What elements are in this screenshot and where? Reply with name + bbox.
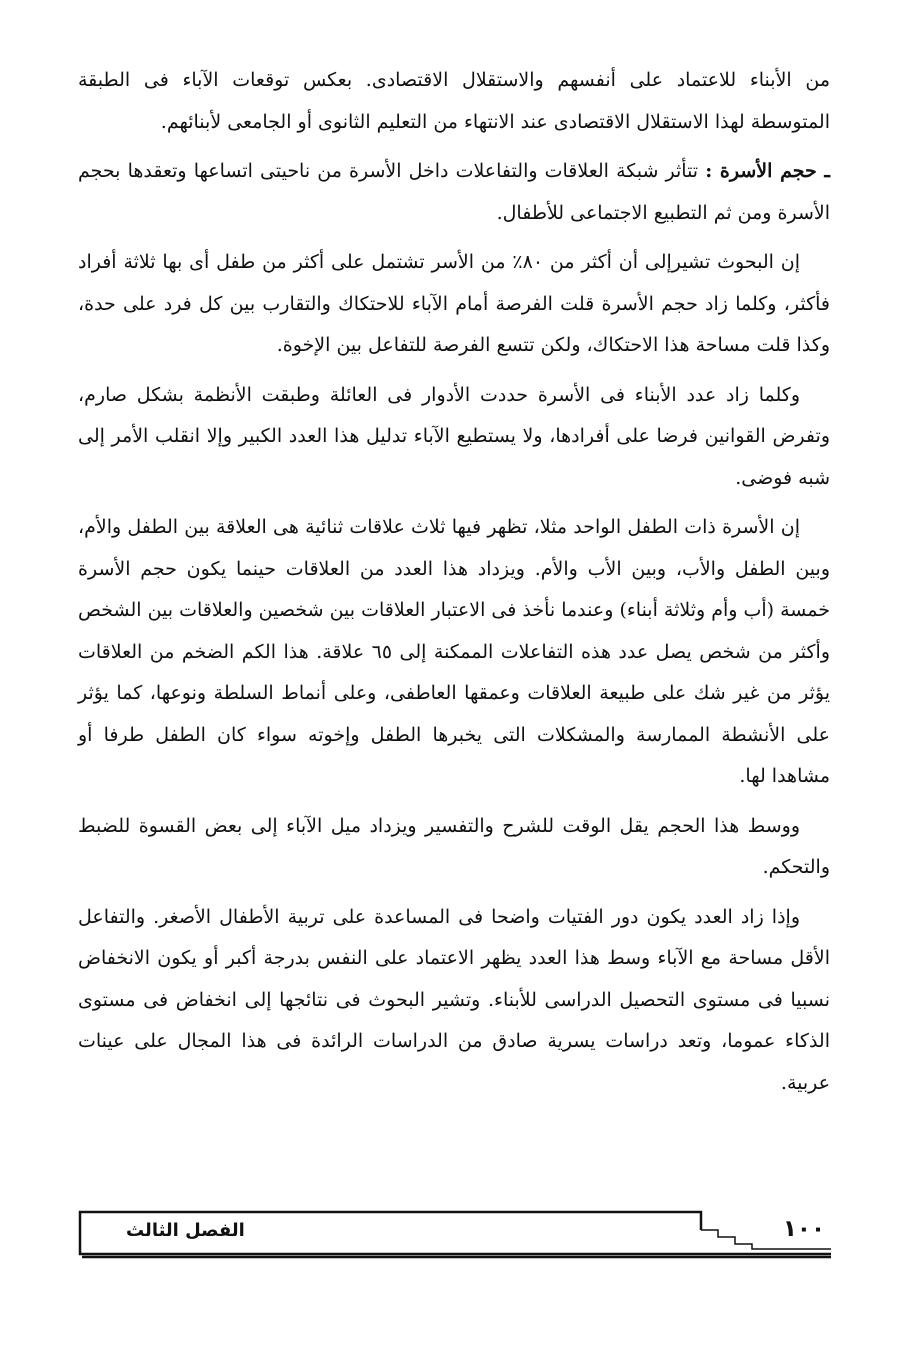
chapter-label: الفصل الثالث [126,1220,245,1241]
page-body [78,60,830,1112]
paragraph-text: إن الأسرة ذات الطفل الواحد مثلا، تظهر فيها ثلاث علاقات ثنائية هى العلاقة بين الطفل والأم، وبين الطفل والأب، وبين الأب والأم. ويزداد هذا العدد من العلاقات حينما يكون حجم الأسرة خمسة (أب وأم وثلاثة أبناء) وعندما نأخذ فى الاعتبار العلاقات بين شخصين والعلاقات بين الشخص وأكثر من شخص يصل عدد هذه التفاعلات الممكنة إلى ٦٥ علاقة. هذا الكم الضخم من العلاقات يؤثر من غير شك على طبيعة العلاقات وعمقها العاطفى، وعلى أنماط السلطة ونوعها، كما يؤثر على الأنشطة الممارسة والمشكلات التى يخبرها الطفل وإخوته سواء كان الطفل طرفا أو مشاهدا لها. [78,516,830,787]
section-heading-family-size: ـ حجم الأسرة : [705,160,830,182]
paragraph-1 [78,60,830,143]
paragraph-7 [78,897,830,1105]
paragraph-text: وكلما زاد عدد الأبناء فى الأسرة حددت الأدوار فى العائلة وطبقت الأنظمة بشكل صارم، وتفرض القوانين فرضا على أفرادها، ولا يستطيع الآباء تدليل هذا العدد الكبير وإلا انقلب الأمر إلى شبه فوضى. [78,383,830,489]
paragraph-5 [78,507,830,798]
paragraph-family-size [78,151,830,234]
paragraph-text: من الأبناء للاعتماد على أنفسهم والاستقلال الاقتصادى. بعكس توقعات الآباء فى الطبقة المتوسطة لهذا الاستقلال الاقتصادى عند الانتهاء من التعليم الثانوى أو الجامعى لأبنائهم. [78,69,830,133]
paragraph-text: ووسط هذا الحجم يقل الوقت للشرح والتفسير ويزداد ميل الآباء إلى بعض القسوة للضبط والتحكم. [78,814,830,878]
paragraph-text: وإذا زاد العدد يكون دور الفتيات واضحا فى المساعدة على تربية الأطفال الأصغر. والتفاعل الأقل مساحة مع الآباء وسط هذا العدد يظهر الاعتماد على النفس بدرجة أكبر أو يكون الانخفاض نسبيا فى مستوى التحصيل الدراسى للأبناء. وتشير البحوث فى نتائجها إلى انخفاض فى مستوى الذكاء عموما، وتعد دراسات يسرية صادق من الدراسات الرائدة فى هذا المجال على عينات عربية. [78,905,830,1094]
paragraph-text: إن البحوث تشيرإلى أن أكثر من ٨٠٪ من الأسر تشتمل على أكثر من طفل أى بها ثلاثة أفراد فأكثر، وكلما زاد حجم الأسرة قلت الفرصة أمام الآباء للاحتكاك والتقارب بين كل فرد على حدة، وكذا قلت مساحة هذا الاحتكاك، ولكن تتسع الفرصة للتفاعل بين الإخوة. [78,251,830,356]
paragraph-3 [78,242,830,367]
paragraph-6 [78,806,830,889]
paragraph-text: تتأثر شبكة العلاقات والتفاعلات داخل الأسرة من ناحيتى اتساعها وتعقدها بحجم الأسرة ومن ثم التطبيع الاجتماعى للأطفال. [78,160,830,224]
paragraph-4 [78,375,830,500]
page-footer [78,1210,833,1266]
page-number: ١٠٠ [782,1216,825,1242]
